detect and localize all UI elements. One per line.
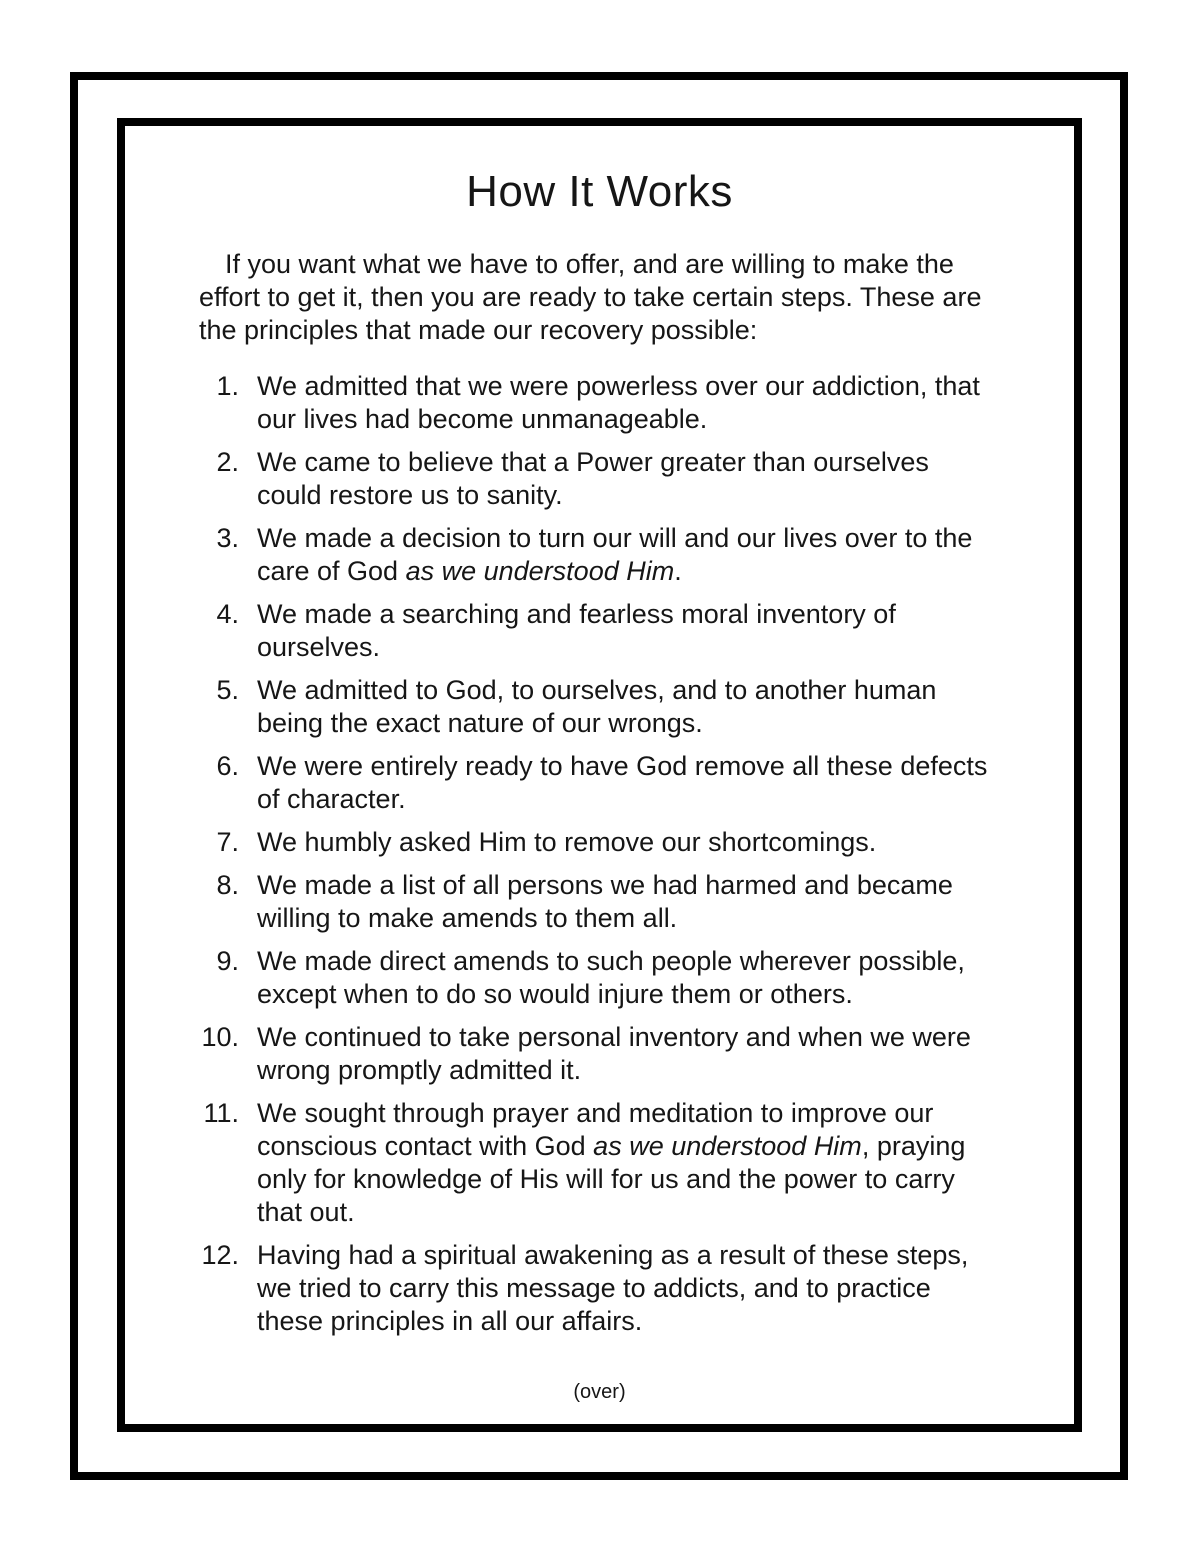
step-item [199, 1021, 1000, 1087]
step-item [199, 370, 1000, 436]
step-text: We admitted that we were powerless over our addiction, that our lives had become unmanageable. [257, 371, 980, 434]
step-number: 2. [216, 447, 239, 477]
step-number: 9. [216, 946, 239, 976]
step-text: We admitted to God, to ourselves, and to another human being the exact nature of our wrongs. [257, 675, 937, 738]
step-number: 1. [216, 371, 239, 401]
step-item [199, 945, 1000, 1011]
step-number: 10. [201, 1022, 239, 1052]
inner-border [117, 118, 1082, 1432]
step-text: We made direct amends to such people wherever possible, except when to do so would injure them or others. [257, 946, 965, 1009]
step-text: We made a searching and fearless moral inventory of ourselves. [257, 599, 896, 662]
document-content [125, 126, 1074, 1404]
step-number: 5. [216, 675, 239, 705]
step-item [199, 826, 1000, 859]
intro-paragraph: If you want what we have to offer, and are willing to make the effort to get it, then you are ready to take certain steps. These are the principles that made our recovery possible: [199, 249, 982, 345]
step-number: 11. [203, 1098, 239, 1128]
steps-list [199, 370, 1000, 1338]
step-number: 6. [216, 751, 239, 781]
step-text: Having had a spiritual awakening as a result of these steps, we tried to carry this message to addicts, and to practice these principles in all our affairs. [257, 1240, 969, 1336]
outer-border [70, 72, 1128, 1480]
step-item [199, 1239, 1000, 1338]
step-text: We were entirely ready to have God remove all these defects of character. [257, 751, 988, 814]
step-item [199, 750, 1000, 816]
step-item [199, 1097, 1000, 1229]
step-number: 8. [216, 870, 239, 900]
step-text: We made a decision to turn our will and our lives over to the care of God as we understood Him. [257, 523, 973, 586]
step-text: We made a list of all persons we had harmed and became willing to make amends to them all. [257, 870, 953, 933]
step-text: We came to believe that a Power greater than ourselves could restore us to sanity. [257, 447, 929, 510]
step-item [199, 522, 1000, 588]
step-number: 12. [201, 1240, 239, 1270]
step-text: We sought through prayer and meditation to improve our conscious contact with God as we understood Him, praying only for knowledge of His will for us and the power to carry that out. [257, 1098, 966, 1227]
step-number: 4. [216, 599, 239, 629]
step-text: We humbly asked Him to remove our shortcomings. [257, 827, 877, 857]
step-item [199, 869, 1000, 935]
page-title: How It Works [466, 167, 733, 216]
step-item [199, 446, 1000, 512]
step-item [199, 598, 1000, 664]
step-number: 3. [216, 523, 239, 553]
step-item [199, 674, 1000, 740]
step-number: 7. [216, 827, 239, 857]
step-text: We continued to take personal inventory and when we were wrong promptly admitted it. [257, 1022, 971, 1085]
over-note: (over) [573, 1381, 626, 1403]
